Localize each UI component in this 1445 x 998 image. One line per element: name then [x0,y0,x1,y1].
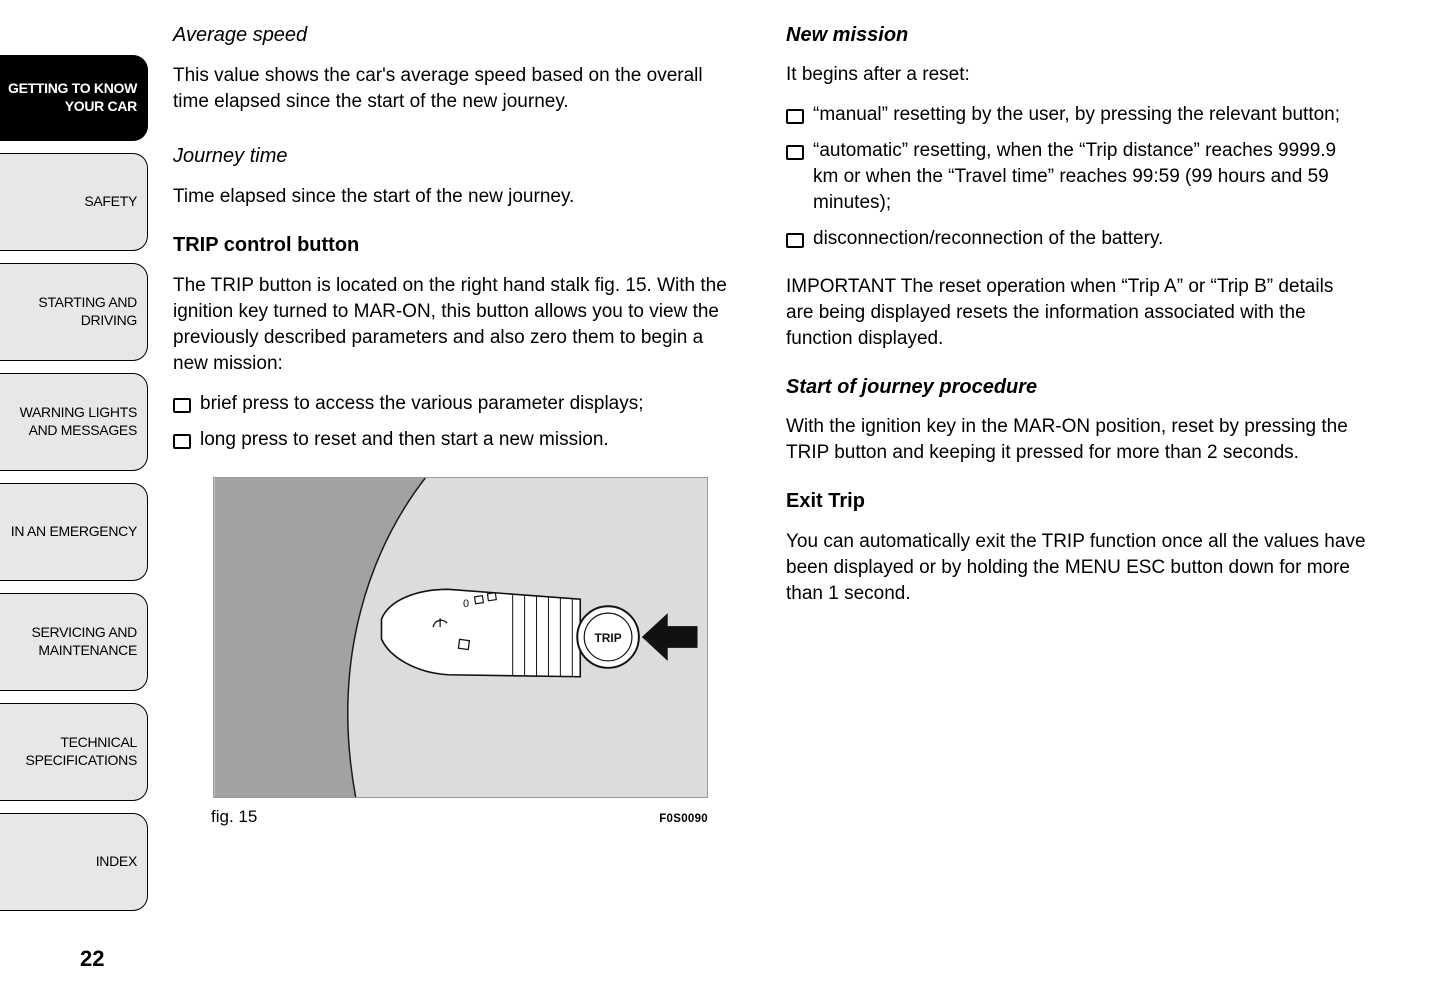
sidebar-item-warning-lights [0,373,148,471]
average-speed-heading: Average speed [173,24,308,46]
list-item-text: long press to reset and then start a new mission. [200,429,609,450]
journey-time-body: Time elapsed since the start of the new journey. [173,186,575,207]
start-of-journey-body: With the ignition key in the MAR-ON position, reset by pressing the TRIP button and keeping it pressed for more than 2 seconds. [786,416,1348,463]
trip-control-heading: TRIP control button [173,234,360,256]
square-bullet-icon [786,233,804,248]
sidebar-item-label: SAFETY [84,193,137,210]
journey-time-heading: Journey time [173,145,288,167]
sidebar-item-label: GETTING TO KNOW YOUR CAR [8,80,138,114]
sidebar-item-technical-specifications [0,703,148,801]
new-mission-intro: It begins after a reset: [786,64,970,85]
list-item-text: “automatic” resetting, when the “Trip distance” reaches 9999.9 km or when the “Travel time” reaches 99:59 (99 hours and 59 minutes); [813,140,1337,213]
start-of-journey-heading: Start of journey procedure [786,376,1038,398]
trip-button [577,606,639,668]
list-item [173,391,739,417]
figure-code: F0S0090 [659,813,708,825]
square-bullet-icon [786,145,804,160]
left-column [173,22,739,832]
sidebar-item-label: TECHNICAL SPECIFICATIONS [25,734,137,768]
sidebar-item-index [0,813,148,911]
sidebar-item-label: SERVICING AND MAINTENANCE [31,624,137,658]
list-item [786,102,1366,128]
list-item [786,138,1366,216]
new-mission-heading: New mission [786,24,909,46]
sidebar-item-label: WARNING LIGHTS AND MESSAGES [19,404,137,438]
sidebar-item-in-an-emergency [0,483,148,581]
trip-control-body: The TRIP button is located on the right hand stalk fig. 15. With the ignition key turned to MAR-ON, this button allows you to view the previously described parameters and also zero them to begin a new mission: [173,275,727,374]
sidebar-item-label: INDEX [95,853,137,870]
square-bullet-icon [173,434,191,449]
right-column [786,22,1366,621]
sidebar-item-safety [0,153,148,251]
square-bullet-icon [786,109,804,124]
sidebar-item-starting-and-driving [0,263,148,361]
list-item-text: “manual” resetting by the user, by pressing the relevant button; [813,104,1341,125]
page-number: 22 [80,946,105,971]
stalk-illustration [214,478,707,797]
stalk-shape [381,589,580,676]
sidebar-item-getting-to-know-your-car [0,55,148,141]
list-item [786,226,1366,252]
list-item [173,427,739,453]
figure-caption-row [213,804,708,832]
stalk-symbol-zero: 0 [462,598,470,611]
stalk-figure [213,477,708,798]
exit-trip-body: You can automatically exit the TRIP function once all the values have been displayed or by holding the MENU ESC button down for more than 1 second. [786,531,1366,604]
square-bullet-icon [173,398,191,413]
exit-trip-heading: Exit Trip [786,490,865,512]
average-speed-body: This value shows the car's average speed based on the overall time elapsed since the start of the new journey. [173,65,703,112]
list-item-text: disconnection/reconnection of the battery. [813,228,1164,249]
important-note: IMPORTANT The reset operation when “Trip A” or “Trip B” details are being displayed resets the information associated with the function displayed. [786,276,1334,349]
trip-button-label: TRIP [594,630,622,645]
sidebar-item-servicing-and-maintenance [0,593,148,691]
sidebar-item-label: STARTING AND DRIVING [38,294,137,328]
figure-caption: fig. 15 [211,807,258,826]
list-item-text: brief press to access the various parameter displays; [200,393,644,414]
sidebar-item-label: IN AN EMERGENCY [10,523,137,540]
